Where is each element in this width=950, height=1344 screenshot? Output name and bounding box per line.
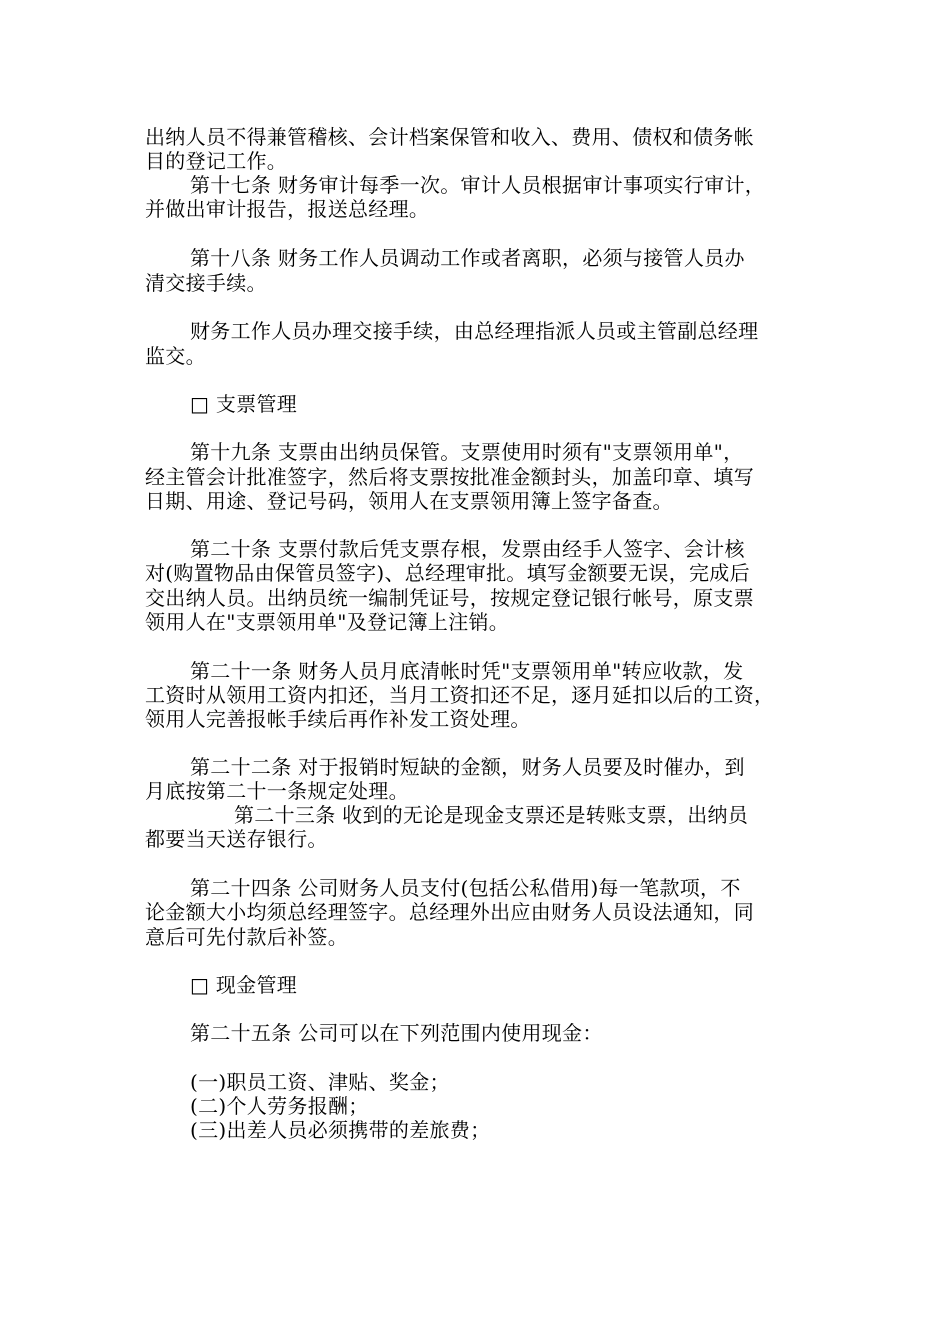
text-line: 监交。 [145, 344, 206, 368]
text-line: 交出纳人员。出纳员统一编制凭证号，按规定登记银行帐号，原支票 [145, 586, 754, 610]
article-21: 第二十一条 财务人员月底清帐时凭"支票领用单"转应收款，发 [190, 659, 744, 683]
text-line: 日期、用途、登记号码，领用人在支票领用簿上签字备查。 [145, 489, 673, 513]
article-25: 第二十五条 公司可以在下列范围内使用现金： [190, 1021, 603, 1045]
text-line: 领用人完善报帐手续后再作补发工资处理。 [145, 707, 531, 731]
list-item: (三)出差人员必须携带的差旅费； [190, 1118, 491, 1142]
section-heading-check-management: □ 支票管理 [190, 392, 298, 416]
section-heading-cash-management: □ 现金管理 [190, 973, 298, 997]
text-line: 并做出审计报告，报送总经理。 [145, 197, 430, 221]
article-17: 第十七条 财务审计每季一次。审计人员根据审计事项实行审计， [190, 173, 766, 197]
article-22: 第二十二条 对于报销时短缺的金额，财务人员要及时催办，到 [190, 755, 745, 779]
article-24: 第二十四条 公司财务人员支付(包括公私借用)每一笔款项，不 [190, 876, 741, 900]
article-23: 第二十三条 收到的无论是现金支票还是转账支票，出纳员 [234, 803, 749, 827]
text-line: 对(购置物品由保管员签字)、总经理审批。填写金额要无误，完成后 [145, 561, 750, 585]
text-line: 都要当天送存银行。 [145, 827, 328, 851]
text-line: 出纳人员不得兼管稽核、会计档案保管和收入、费用、债权和债务帐 [145, 125, 754, 149]
text-line: 月底按第二十一条规定处理。 [145, 779, 409, 803]
text-line: 目的登记工作。 [145, 149, 288, 173]
text-line: 清交接手续。 [145, 271, 267, 295]
article-18: 第十八条 财务工作人员调动工作或者离职，必须与接管人员办 [190, 246, 745, 270]
list-item: (一)职员工资、津贴、奖金； [190, 1070, 450, 1094]
text-line: 论金额大小均须总经理签字。总经理外出应由财务人员设法通知，同 [145, 900, 754, 924]
text-line: 工资时从领用工资内扣还，当月工资扣还不足，逐月延扣以后的工资， [145, 683, 775, 707]
text-line: 意后可先付款后补签。 [145, 925, 348, 949]
article-20: 第二十条 支票付款后凭支票存根，发票由经手人签字、会计核 [190, 537, 745, 561]
list-item: (二)个人劳务报酬； [190, 1094, 369, 1118]
article-19: 第十九条 支票由出纳员保管。支票使用时须有"支票领用单"， [190, 440, 744, 464]
text-line: 领用人在"支票领用单"及登记簿上注销。 [145, 610, 510, 634]
text-line: 经主管会计批准签字，然后将支票按批准金额封头，加盖印章、填写 [145, 465, 754, 489]
text-line: 财务工作人员办理交接手续，由总经理指派人员或主管副总经理 [190, 319, 759, 343]
